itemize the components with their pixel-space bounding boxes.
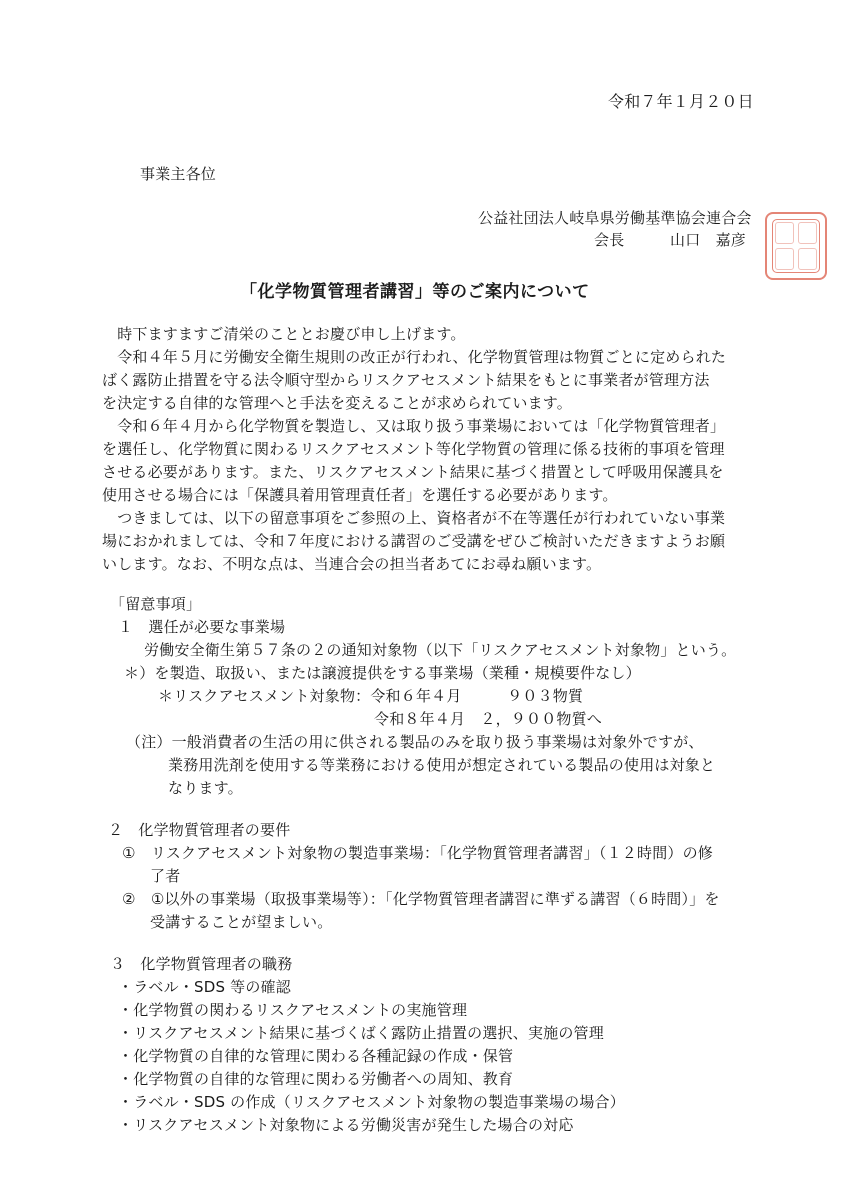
note-line: 令和８年４月 ２，９００物質へ	[374, 710, 603, 728]
body-line: いします。なお、不明な点は、当連合会の担当者あてにお尋ね願います。	[102, 555, 602, 573]
body-line: つきましては、以下の留意事項をご参照の上、資格者が不在等選任が行われていない事業	[102, 509, 726, 527]
page-title: 「化学物質管理者講習」等のご案内について	[240, 282, 590, 302]
organization-name: 公益社団法人岐阜県労働基準協会連合会	[478, 209, 752, 227]
duty-item: ・リスクアセスメント対象物による労働災害が発生した場合の対応	[118, 1116, 574, 1134]
note-line: ② ①以外の事業場（取扱事業場等）：「化学物質管理者講習に準ずる講習（６時間）」を	[122, 890, 720, 908]
section-heading: ３ 化学物質管理者の職務	[110, 955, 293, 973]
body-line: 使用させる場合には「保護具着用管理責任者」を選任する必要があります。	[102, 486, 618, 504]
notes-heading: 「留意事項」	[110, 595, 202, 613]
date: 令和７年１月２０日	[608, 92, 754, 111]
duty-item: ・化学物質の自律的な管理に関わる労働者への周知、教育	[118, 1070, 514, 1088]
section-heading: １ 選任が必要な事業場	[118, 618, 286, 636]
note-line: ① リスクアセスメント対象物の製造事業場：「化学物質管理者講習」（１２時間）の修	[122, 844, 714, 862]
duty-item: ・化学物質の関わるリスクアセスメントの実施管理	[118, 1001, 468, 1019]
body-line: 時下ますますご清栄のこととお慶び申し上げます。	[102, 325, 466, 343]
section-heading: ２ 化学物質管理者の要件	[108, 821, 291, 839]
note-line: 了者	[150, 867, 181, 885]
note-line: 業務用洗剤を使用する等業務における使用が想定されている製品の使用は対象と	[168, 756, 716, 774]
note-line: なります。	[168, 779, 243, 797]
note-line: 受講することが望ましい。	[150, 913, 333, 931]
duty-item: ・ラベル・SDS の作成（リスクアセスメント対象物の製造事業場の場合）	[118, 1093, 625, 1111]
note-line: （注）一般消費者の生活の用に供される製品のみを取り扱う事業場は対象外ですが、	[126, 733, 704, 751]
sender-name: 会長 山口 嘉彦	[594, 231, 747, 249]
body-line: させる必要があります。また、リスクアセスメント結果に基づく措置として呼吸用保護具を	[102, 463, 724, 481]
body-line: 場におかれましては、令和７年度における講習のご受講をぜひご検討いただきますようお願	[102, 532, 726, 550]
duty-item: ・ラベル・SDS 等の確認	[118, 978, 291, 996]
body-line: を選任し、化学物質に関わるリスクアセスメント等化学物質の管理に係る技術的事項を管理	[102, 440, 725, 458]
body-line: 令和６年４月から化学物質を製造し、又は取り扱う事業場においては「化学物質管理者」	[102, 417, 726, 435]
body-line: ばく露防止措置を守る法令順守型からリスクアセスメント結果をもとに事業者が管理方法	[102, 371, 710, 389]
recipient: 事業主各位	[140, 165, 217, 183]
body-line: 令和４年５月に労働安全衛生規則の改正が行われ、化学物質管理は物質ごとに定められた	[102, 348, 727, 366]
note-line: ＊）を製造、取扱い、または譲渡提供をする事業場（業種・規模要件なし）	[124, 664, 641, 682]
seal-stamp-icon	[765, 212, 827, 280]
duty-item: ・リスクアセスメント結果に基づくばく露防止措置の選択、実施の管理	[118, 1024, 604, 1042]
note-line: ＊リスクアセスメント対象物：令和６年４月 ９０３物質	[158, 687, 584, 705]
note-line: 労働安全衛生第５７条の２の通知対象物（以下「リスクアセスメント対象物」という。	[144, 641, 737, 659]
duty-item: ・化学物質の自律的な管理に関わる各種記録の作成・保管	[118, 1047, 514, 1065]
body-line: を決定する自律的な管理へと手法を変えることが求められています。	[102, 394, 573, 412]
